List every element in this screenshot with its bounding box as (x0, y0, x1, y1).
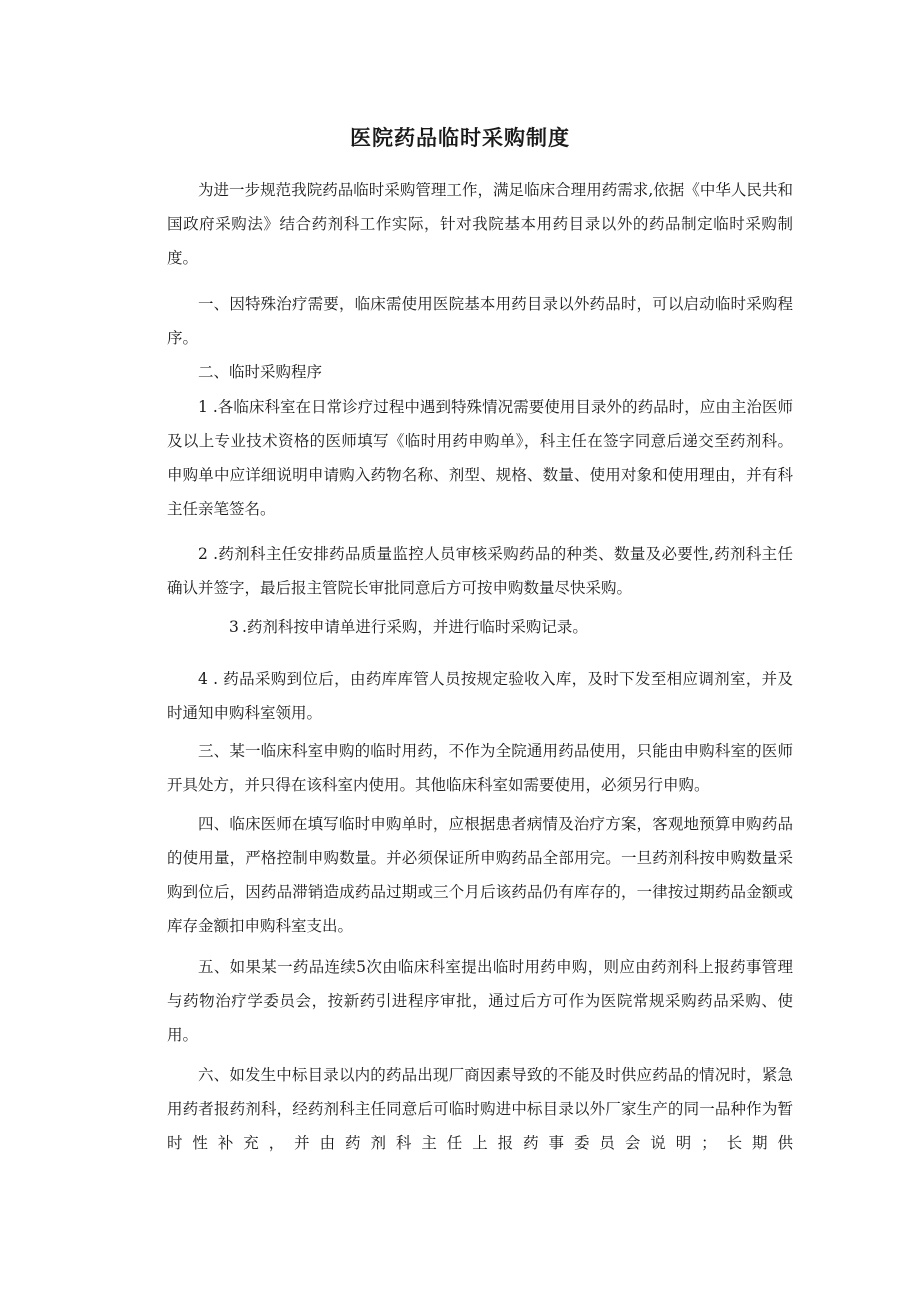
paragraph-item-3 (167, 610, 793, 644)
paragraph-section-5: 五、如果某一药品连续5次由临床科室提出临时用药申购，则应由药剂科上报药事管理与药物治疗学委员会，按新药引进程序审批，通过后方可作为医院常规采购药品采购、使用。 (167, 958, 793, 1044)
item-3-number: 3 (229, 618, 239, 636)
paragraph-item-1: 1 .各临床科室在日常诊疗过程中遇到特殊情况需要使用目录外的药品时，应由主治医师及以上专业技术资格的医师填写《临时用药申购单》，科主任在签字同意后递交至药剂科。申购单中应详细说明申请购入药物名称、剂型、规格、数量、使用对象和使用理由，并有科主任亲笔签名。 (167, 398, 793, 518)
paragraph-section-1: 一、因特殊治疗需要，临床需使用医院基本用药目录以外药品时，可以启动临时采购程序。 (167, 295, 793, 347)
paragraph-section-6: 六、如发生中标目录以内的药品出现厂商因素导致的不能及时供应药品的情况时，紧急用药者报药剂科，经药剂科主任同意后可临时购进中标目录以外厂家生产的同一品种作为暂时性补充，并由药剂科主任上报药事委员会说明；长期供 (167, 1066, 793, 1152)
paragraph-item-4: 4 . 药品采购到位后，由药库库管人员按规定验收入库，及时下发至相应调剂室，并及时通知申购科室领用。 (167, 670, 793, 722)
paragraph-section-3: 三、某一临床科室申购的临时用药，不作为全院通用药品使用，只能由申购科室的医师开具处方，并只得在该科室内使用。其他临床科室如需要使用，必须另行申购。 (167, 742, 793, 794)
item-3-text: .药剂科按申请单进行采购，并进行临时采购记录。 (242, 618, 588, 636)
paragraph-section-2-heading: 二、临时采购程序 (198, 363, 323, 381)
page-title: 医院药品临时采购制度 (350, 126, 570, 150)
paragraph-item-2: 2 .药剂科主任安排药品质量监控人员审核采购药品的种类、数量及必要性,药剂科主任确认并签字，最后报主管院长审批同意后方可按申购数量尽快采购。 (167, 545, 793, 597)
paragraph-intro: 为进一步规范我院药品临时采购管理工作，满足临床合理用药需求,依据《中华人民共和国政府采购法》结合药剂科工作实际，针对我院基本用药目录以外的药品制定临时采购制度。 (167, 181, 793, 267)
paragraph-section-4: 四、临床医师在填写临时申购单时，应根据患者病情及治疗方案，客观地预算申购药品的使用量，严格控制申购数量。并必须保证所申购药品全部用完。一旦药剂科按申购数量采购到位后，因药品滞销造成药品过期或三个月后该药品仍有库存的，一律按过期药品金额或库存金额扣申购科室支出。 (167, 815, 793, 935)
